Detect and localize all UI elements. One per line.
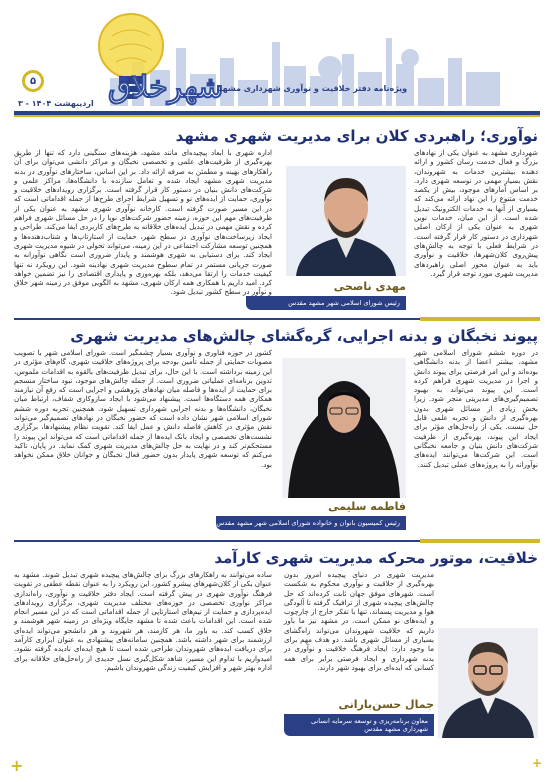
person-portrait-icon [282,358,406,498]
header-divider [14,111,540,115]
article-2-portrait [282,358,406,498]
person-portrait-icon [286,166,406,276]
article-1-person-name: مهدی ناصحی [333,280,406,293]
article-3-person-title: معاون برنامه‌ریزی و توسعه سرمایه انسانی شهرداری مشهد مقدس [284,714,434,736]
article-1 [14,126,538,312]
article-1-text-right: شهرداری مشهد به عنوان یکی از نهادهای بزرگ و فعال خدمت رسان کشور و ارائه دهنده بیشترین خدمات به شهروندان، نقش بسیار مهمی در توسعه شهری دارد. بر اساس آمارهای موجود، بیش از یکصد خدمت متنوع را این نهاد ارائه می‌کند که بسیاری از آنها به خدمات الکترونیک تبدیل شده است. از این میان، خدمات نوین شهری به عنوان یکی از ارکان اصلی شهرداری در دستور کار قرار گرفته است. در شرایط فعلی با توجه به چالش‌های پیش‌روی کلان‌شهرها، خلاقیت و نوآوری باید به عنوان محور اصلی راهبردهای مدیریت شهری مورد توجه قرار گیرد. [414,148,538,278]
section-divider-1 [14,318,540,320]
article-1-text-left: اداره شهری با ابعاد پیچیده‌ای مانند مشهد، هزینه‌های سنگینی دارد که تنها از طریق بهره‌گیری از ظرفیت‌های علمی و تخصصی نخبگان و مراکز دانشی می‌توان برای آن راهکارهای بهینه و مطمئن به صرفه ارائه داد. بر این اساس، ساختارهای نوآوری در بدنه مدیریت شهری مشهد ایجاد شده و تعامل سازنده با دانشگاه‌ها، مراکز علمی و شرکت‌های دانش بنیان در دستور کار قرار گرفته است. برگزاری رویدادهای خلاقیت و نوآوری، حمایت از ایده‌های نو و تسهیل شرایط اجرای طرح‌ها از جمله اقداماتی است که در این مسیر صورت گرفته است. کارخانه نوآوری شهری مشهد به عنوان یکی از ظرفیت‌های مهم این حوزه، زمینه حضور شرکت‌های نوپا را در حل مسائل شهری فراهم کرده و نقش مهمی در تبدیل ایده‌های خلاقانه به طرح‌های کاربردی ایفا می‌کند. طراحی و ایجاد زیرساخت‌های نوآوری در سطح شهر، حمایت از استارتاپ‌ها و شتاب‌دهنده‌ها و همچنین توسعه مشارکت اجتماعی در این زمینه، می‌تواند تحولی در شیوه مدیریت شهری ایجاد کند. برای دستیابی به شهری هوشمند و پایدار ضروری است نگاهی نوآورانه به صورت جریانی مستمر در تمام سطوح مدیریت شهری نهادینه شود. این رویکرد نه تنها کیفیت خدمات را ارتقا می‌دهد، بلکه بهره‌وری و پایداری اقتصادی را نیز تضمین خواهد کرد. امید داریم با همکاری همه ارکان شهری، مشهد به الگویی موفق در زمینه شهر خلاق و نوآور در سطح کشور تبدیل شود. [14,148,272,297]
article-1-title: نوآوری؛ راهبردی کلان برای مدیریت شهری مشهد [175,127,538,145]
article-3 [14,548,538,754]
article-2-column-right [414,348,538,528]
article-3-portrait [438,628,538,738]
article-1-column-right [414,148,538,312]
article-2-person-title: رئیس کمیسیون بانوان و خانواده شورای اسلامی شهر مشهد مقدس [216,516,406,530]
tagline: ویژه‌نامه دفتر خلاقیت و نوآوری شهرداری مشهد [218,84,408,93]
article-3-text-left: ساده می‌توانند به راهکارهای بزرگ برای چالش‌های پیچیده شهری تبدیل شوند. مشهد به عنوان یکی از کلان‌شهرهای پیشرو کشور، این رویکرد را به عنوان نقطه عطفی در تقویت فرهنگ نوآوری شهری در پیش گرفته است. ایجاد دفتر خلاقیت و نوآوری، راه‌اندازی مراکز نوآوری تخصصی در حوزه‌های مختلف مدیریت شهری، برگزاری رویدادهای ایده‌پردازی و حمایت از تیم‌های استارتاپی از جمله اقداماتی است که در این مسیر انجام شده است. این اقدامات باعث شده تا مشهد جایگاه ویژه‌ای در زمینه شهر هوشمند و خلاق کسب کند. به باور ما، هر کارمند، هر شهروند و هر دانشجو می‌تواند ایده‌ای ارزشمند برای شهر داشته باشد. همچنین سامانه‌های پیشنهادی به عنوان ابزاری کارآمد برای دریافت ایده‌های شهروندان طراحی شده است تا هیچ ایده‌ای نادیده گرفته نشود. امیدواریم با تداوم این مسیر، شاهد شکل‌گیری نسل جدیدی از راه‌حل‌های خلاقانه برای اداره بهتر شهر و افزایش کیفیت زندگی شهروندان باشیم. [14,570,272,672]
article-2 [14,326,538,536]
logo: شهرخلاق [108,70,224,105]
article-2-text-left: کشور در حوزه فناوری و نوآوری بسیار چشمگیر است. شورای اسلامی شهر با تصویب مصوبات حمایتی از جمله تأمین بودجه برای پروژه‌های خلاقیت شهری، گام‌های مؤثری در این زمینه برداشته است. با این حال، برای تبدیل ظرفیت‌های بالقوه به اقدامات ملموس، تدوین برنامه‌ای عملیاتی ضروری است. از جمله چالش‌های موجود، نبود ساختار منسجم برای حمایت از ایده‌ها و فاصله میان نهادهای پژوهشی و اجرایی است که رفع آن نیازمند همکاری همه دستگاه‌ها است. پیشنهاد می‌شود با ایجاد سازوکاری شفاف، ارتباط میان نخبگان، دانشگاه‌ها و بدنه اجرایی شهرداری تسهیل شود. همچنین تجربه دوره ششم شورای اسلامی شهر نشان داده است که حضور نخبگان در نهادهای تصمیم‌گیر می‌تواند نقش مؤثری در کاهش فاصله دانش و عمل ایفا کند. تقویت نظام پیشنهادها، برگزاری نشست‌های تخصصی و ایجاد بانک ایده‌ها از جمله اقداماتی است که می‌تواند این پیوند را مستحکم‌تر کند و در نهایت به حل چالش‌های مدیریت شهری کمک نماید. در پایان، تاکید می‌کنم که توسعه شهری پایدار بدون حضور فعال نخبگان و جوانان خلاق ممکن نخواهد بود. [14,348,272,469]
article-2-person-name: فاطمه سلیمی [328,500,406,513]
section-divider-2 [14,540,540,542]
article-3-person-name: جمال حسن‌بارانی [338,698,434,711]
article-2-column-left [14,348,272,536]
page-number-badge: ۵ [22,70,44,92]
issue-date: اردیبهشت ۱۴۰۴ - ۳ [18,99,94,108]
article-2-title: پیوند نخبگان و بدنه اجرایی، گره‌گشای چالش‌های مدیریت شهری [70,327,538,345]
article-3-column-left [14,570,272,754]
article-3-title: خلاقیت، موتور محرکه مدیریت شهری کارآمد [214,549,538,567]
article-1-person-title: رئیس شورای اسلامی شهر مشهد مقدس [246,296,406,310]
article-3-body [14,570,538,754]
masthead [0,0,550,120]
decorative-plus-icon: + [531,756,542,770]
article-1-column-left [14,148,272,312]
article-1-body [14,148,538,312]
article-3-text-right: مدیریت شهری در دنیای پیچیده امروز بدون بهره‌گیری از خلاقیت و نوآوری محکوم به شکست است. شهرهای موفق جهان ثابت کرده‌اند که حل چالش‌های پیچیده شهری از ترافیک گرفته تا آلودگی هوا و مدیریت پسماند، تنها با تفکر خارج از چارچوب و ایده‌های نو ممکن است. در مشهد نیز ما باور داریم که خلاقیت شهروندان می‌تواند راه‌گشای بسیاری از مسائل شهری باشد. دو هدف مهم برای ما وجود دارد: ایجاد فرهنگ خلاقیت و نوآوری در بدنه شهرداری و ایجاد فرصتی برابر برای همه کسانی که ایده‌ای برای بهبود شهر دارند. [284,570,434,672]
article-2-body [14,348,538,536]
article-2-text-right: در دوره ششم شورای اسلامی شهر مشهد، بیشتر اعضا از بدنه دانشگاهی بوده‌اند و این امر فرصتی برای پیوند دانش و اجرا در مدیریت شهری فراهم کرده است. این پیوند می‌تواند به بهبود تصمیم‌گیری‌های مدیریتی منجر شود. زیرا بخش زیادی از مسائل شهری بدون بهره‌گیری از دانش و تجربه علمی قابل حل نیست. یکی از راه‌حل‌های مؤثر برای ایجاد این پیوند، بهره‌گیری از ظرفیت شرکت‌های دانش بنیان و جامعه نخبگانی است. این شرکت‌ها می‌توانند ایده‌های نوآورانه را به پروژه‌های عملی تبدیل کنند. [414,348,538,469]
article-1-portrait [286,166,406,276]
decorative-plus-icon: + [10,756,24,775]
article-3-column-right [284,570,434,672]
person-portrait-icon [438,628,538,738]
article-3-caption [284,698,434,736]
